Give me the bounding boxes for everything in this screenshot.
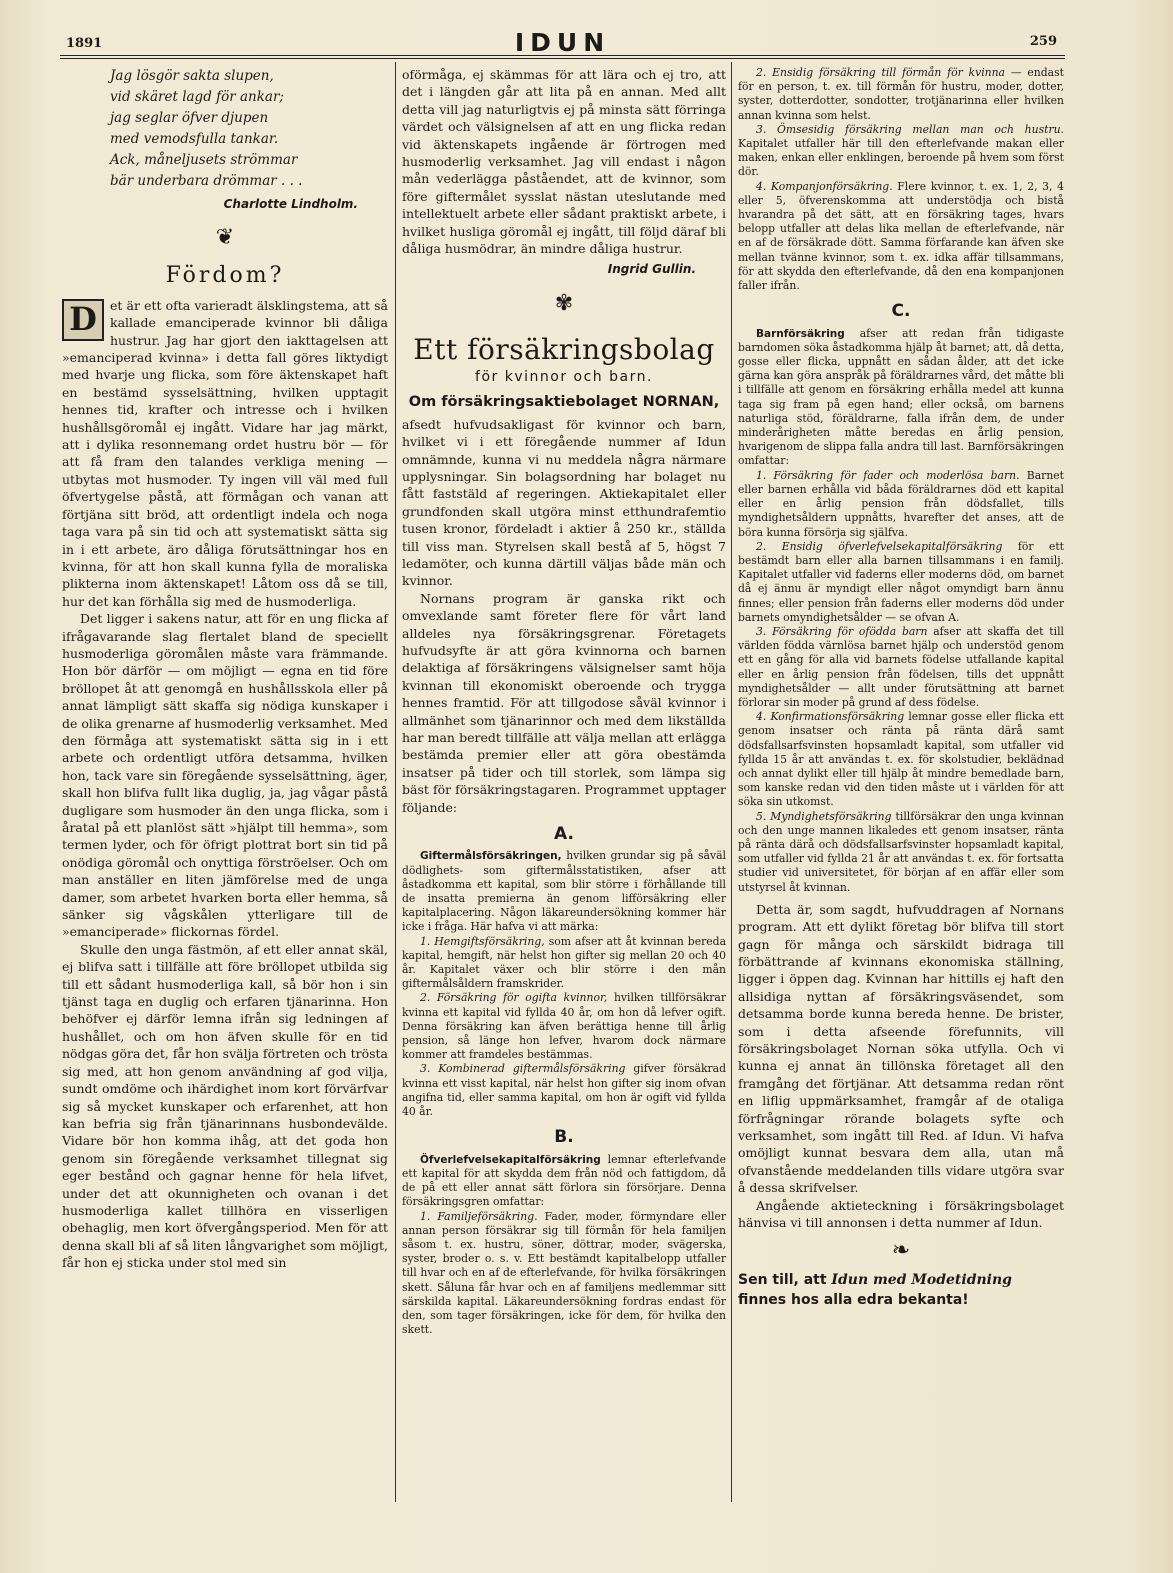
article-paragraph: Nornans program är ganska rikt och omvexlande samt företer flere för vårt land alldeles nya försäkringsgrenar. Företagets hufvudsyfte är att göra kvinnorna och barnen delaktiga af försäkringens välsignelser samt höja kvinnan till ekonomiskt oberoende och trygga hennes framtid. För att tillgodose såväl kvinnor i allmänhet som tjänarinnor och med dem likställda har man beredt tillfälle att välja mellan att erlägga bestämda premier eller att göra obestämda insatser på tider och till storlek, som lämpa sig bäst för försäkringstagaren. Programmet upptager följande:: [402, 590, 726, 815]
article-paragraph: Det ligger i sakens natur, att för en ung flicka af ifrågavarande slag flertalet bland de speciellt husmoderliga göromålen måste vara främmande. Hon bör därför — om möjligt — egna en tid före bröllopet åt att genomgå en hushållsskola eller på annat lämpligt sätt skaffa sig nödiga kunskaper i de olika grenarne af husmoderlig verksamhet. Med den förmåga att systematiskt sätta sig in i ett arbete och ordentligt utföra detsamma, hvilken hon, tack vare sin föregående sysselsättning, äger, skall hon blifva fullt lika duglig, ja, jag vågar påstå dugligare som husmoder än den unga flicka, som i åratal på ett planlöst sätt »hjälpt till hemma», som termen lyder, och för öfrigt plottrat bort sin tid på onödiga göromål och onyttiga förströelser. Och om man anställer en liten jämförelse med de unga damer, som arbetet hvarken borta eller hemma, så sänker sig vågskålen ytterligare till de »emanciperade» flickornas fördel.: [62, 611, 388, 940]
poem-line: med vemodsfulla tankar.: [110, 131, 279, 147]
article-subtitle: för kvinnor och barn.: [475, 368, 653, 385]
article-paragraph: afsedt hufvudsakligast för kvinnor och barn, hvilket vi i ett föregående nummer af Idun omnämnde, kunna vi nu meddela några närmare upplysningar. Sin bolagsordning har bolaget nu fått faststäld af regeringen. Aktiekapitalet eller grundfonden skall utgöra minst etthundrafemtio tusen kronor, fördeladt i aktier å 250 kr., ställda till viss man. Styrelsen skall bestå af 5, högst 7 ledamöter, och kunna därtill väljas både män och kvinnor.: [402, 416, 726, 589]
list-item: 3. Kombinerad giftermålsförsäkring gifver försäkrad kvinna ett visst kapital, när helst hon gifter sig inom ofvan angifna tid, eller samma kapital, om hon är ogift vid fyllda 40 år.: [402, 1062, 726, 1119]
column-3: 2. Ensidig försäkring till förmån för kvinna — endast för en person, t. ex. till förmån för hustru, moder, dotter, syster, dotterdotter, sondotter, trotjänarinna eller hvilken annan kvinna som helst. 3. Ömsesidig försäkring mellan man och hustru. Kapitalet utfaller här till den efterlefvande makan eller maken, enkan eller enklingen, beroende på hvem som först dör. 4. Kompanjonförsäkring. Flere kvinnor, t. ex. 1, 2, 3, 4 eller 5, öfverenskomma att understödja och bistå hvarandra på det sätt, att en försäkring tages, hvars belopp utfaller att delas lika mellan de efterlefvande, när en af de försäkrade dött. Samma förfarande kan äfven ske mellan tvänne kvinnor, som t. ex. idka affär tillsammans, för att skydda den efterlefvande, då den ena kompanjonen faller ifrån. C. Barnförsäkring afser att redan från tidigaste barndomen söka åstadkomma hjälp åt barnet; att, då detta, gosse eller flicka, uppnått en sådan ålder, att det icke gärna kan göra anspråk på föräldrarnes vård, det måtte bli i tillfälle att genom en försäkring erhålla medel att kunna taga sig fram på egen hand; eller också, om barnens naturliga stöd, föräldrarne, falla ifrån dem, de under minderårigheten måtte beredas en årlig pension, hvarigenom de slippa falla andra till last. Barnförsäkringen omfattar: 1. Försäkring för fader och moderlösa barn. Barnet eller barnen erhålla vid båda föräldrarnes död ett kapital eller en årlig pension från dödsfallet, tills myndighetsåldern uppnåtts, hvarefter det anses, att de böra kunna försörja sig själfva. 2. Ensidig öfverlefvelsekapitalförsäkring för ett bestämdt barn eller alla barnen tillsammans i en familj. Kapitalet utfaller vid faderns eller moderns död, om barnet då ej ännu är myndigt eller något omyndigt barn ännu finnes; eller pension från faderns eller moderns död under barnets omyndighetsålder — se ofvan A. 3. Försäkring för ofödda barn afser att skaffa det till världen födda värnlösa barnet hjälp och understöd genom ett en gång för alla vid barnets födelse utfallande kapital eller en årlig pension från födelsen, tills det uppnått myndighetsålder — allt under förutsättning att barnet förlorar sin moder på grund af dess födelse. 4. Konfirmationsförsäkring lemnar gosse eller flicka ett genom insatser och ränta på ränta därå samt dödsfallsarfsvinsten hopsamladt kapital, som utfaller vid fyllda 15 år att användas t. ex. för skolstudier, beklädnad och annat dylikt eller till hjälp åt mindre bemedlade barn, som kanske redan vid den tiden måste ut i världen för att söka sin utkomst. 5. Myndighetsförsäkring tillförsäkrar den unga kvinnan och den unge mannen likaledes ett genom insatser, ränta på ränta därå och dödsfallsarfsvinster hopsamladt kapital, som utfaller vid fyllda 21 år att användas t. ex. för fortsatta studier vid universitetet, för början af en affär eller som utstyrsel åt kvinnan. Detta är, som sagdt, hufvuddragen af Nornans program. Att ett dylikt företag bör blifva till stort gagn för många och särskildt bidraga till förbättrande af kvinnans ekonomiska ställning, ligger i öppen dag. Kvinnan har hittills ej haft den allsidiga nyttan af försäkringsväsendet, som detsamma borde kunna bereda henne. De brister, som i detta afseende förefunnits, vill försäkringsbolaget Nornan söka utfylla. Och vi kunna ej annat än tillönska företaget all den framgång det förtjänar. Att detsamma redan rönt en liflig uppmärksamhet, framgår af de otaliga förfrågningar rörande bolagets syfte och verksamhet, som ingått till Red. af Idun. Vi hafva omöjligt kunnat besvara dem alla, utan må ofvanstående meddelanden tills vidare utgöra svar å dessa skrifvelser. Angående aktieteckning i försäkringsbolaget hänvisa vi till annonsen i detta nummer af Idun. ❧ Sen till, att Idun med Modetidning finnes hos alla edra bekanta!: [738, 66, 1065, 1308]
list-item: 3. Ömsesidig försäkring mellan man och hustru. Kapitalet utfaller här till den efterlefvande makan eller maken, enkan eller enklingen, beroende på hvem som först dör.: [738, 122, 1064, 179]
poem-author: Charlotte Lindholm.: [223, 197, 358, 211]
list-item: 3. Försäkring för ofödda barn afser att skaffa det till världen födda värnlösa barnet hjälp och understöd genom ett en gång för alla vid barnets födelse utfallande kapital eller en årlig pension från födelsen, tills det uppnått myndighetsålder — allt under förutsättning att barnet förlorar sin moder på grund af dess födelse.: [738, 624, 1064, 709]
article-paragraph: Skulle den unga fästmön, af ett eller annat skäl, ej blifva satt i tillfälle att före bröllopet utbilda sig till ett sådant husmoderliga kall, så bör hon i sin tjänst taga en duglig och erfaren tjänarinna. Hon behöfver ej därför lemna ifrån sig ledningen af hushållet, och om hon äfven skulle för en tid nödgas göra det, får hon svälja förtreten och trösta sig med, att hon genom användning af god vilja, sundt omdöme och ihärdighet inom kort förvärfvar sig så mycket kunskaper och erfarenhet, att hon kan befria sig från tjänarinnans husbondevälde. Vidare bör hon komma ihåg, att det goda hon genom sin föregående verksamhet tillegnat sig eger bestånd och gagnar henne för hela lifvet, under det att okunnigheten och ovanan i det husmoderliga kallet tillhöra en visserligen obehaglig, men kort öfvergångsperiod. Men för att denna skall bli af så liten långvarighet som möjligt, får hon ej sticka under stol med sin: [62, 941, 388, 1271]
poem-line: Ack, måneljusets strömmar: [110, 152, 298, 168]
poem-line: jag seglar öfver djupen: [110, 110, 269, 126]
poem-line: bär underbara drömmar . . .: [110, 173, 303, 189]
section-label: B.: [554, 1127, 574, 1148]
article-paragraph: oförmåga, ej skämmas för att lära och ej tro, att det i längden går att lita på en annan. Med allt detta vill jag naturligtvis ej på minsta sätt förringa värdet och välsignelsen af att en ung flicka redan vid äktenskapets ingående är förtrogen med husmoderlig verksamhet. Jag vill endast i någon mån vederlägga påståendet, att de kvinnor, som före giftermålet sysslat nästan uteslutande med intellektuelt arbete eller sådant praktiskt arbete, i hvilket husliga göromål ej ingått, till följd däraf bli dåliga husmödrar, än mindre dåliga hustrur.: [402, 67, 726, 257]
section-head: Öfverlefvelsekapitalförsäkring: [420, 1153, 601, 1166]
page-year: 1891: [66, 36, 103, 51]
list-item: 4. Kompanjonförsäkring. Flere kvinnor, t. ex. 1, 2, 3, 4 eller 5, öfverenskomma att understödja och bistå hvarandra på det sätt, att en försäkring tages, hvars belopp utfaller att delas lika mellan de efterlefvande, när en af de försäkrade dött. Samma förfarande kan äfven ske mellan tvänne kvinnor, som t. ex. idka affär tillsammans, för att skydda den efterlefvande, då den ena kompanjonen faller ifrån.: [738, 179, 1064, 293]
page-header: [60, 30, 1065, 60]
list-item: 1. Familjeförsäkring. Fader, moder, förmyndare eller annan person försäkrar sig till förmån för hela familjen såsom t. ex. hustru, söner, döttrar, moder, svägerska, syster, broder o. s. v. Ett bestämdt kapitalbelopp utfaller till hvar och en af de efterlefvande, för hvilka försäkringen skett. Såluna får hvar och en af familjens medlemmar sitt särskilda kapital. Läkareundersökning fordras endast för den, som tager försäkringen, icke för dem, för hvilka den skett.: [402, 1209, 726, 1337]
list-item: 5. Myndighetsförsäkring tillförsäkrar den unga kvinnan och den unge mannen likaledes ett genom insatser, ränta på ränta därå och dödsfallsarfsvinster hopsamladt kapital, som utfaller vid fyllda 21 år att användas t. ex. för fortsatta studier vid universitetet, för början af en affär eller som utstyrsel åt kvinnan.: [738, 809, 1064, 894]
article-paragraph: Angående aktieteckning i försäkringsbolaget hänvisa vi till annonsen i detta nummer af Idun.: [738, 1197, 1064, 1231]
drop-cap: D: [62, 299, 104, 341]
header-rule: [60, 55, 1065, 59]
article-paragraph: Detta är, som sagdt, hufvuddragen af Nornans program. Att ett dylikt företag bör blifva till stort gagn för många och särskildt bidraga till förbättrande af kvinnans ekonomiska ställning, ligger i öppen dag. Kvinnan har hittills ej haft den allsidiga nyttan af försäkringsväsendet, som detsamma borde kunna bereda henne. De brister, som i detta afseende förefunnits, vill försäkringsbolaget Nornan söka utfylla. Och vi kunna ej annat än tillönska företaget all den framgång det förtjänar. Att detsamma redan rönt en liflig uppmärksamhet, framgår af de otaliga förfrågningar rörande bolagets syfte och verksamhet, som ingått till Red. af Idun. Vi hafva omöjligt kunnat besvara dem alla, utan må ofvanstående meddelanden tills vidare utgöra svar å dessa skrifvelser.: [738, 901, 1064, 1196]
article-title-fordom: Fördom?: [165, 263, 285, 289]
section-label: C.: [891, 301, 911, 322]
lead-heading: Om försäkringsaktiebolaget NORNAN,: [408, 394, 720, 411]
list-item: 2. Ensidig öfverlefvelsekapitalförsäkring för ett bestämdt barn eller alla barnen tillsammans i en familj. Kapitalet utfaller vid faderns eller moderns död, om barnet då ej ännu är myndigt eller något omyndigt barn ännu finnes; eller pension från faderns eller moderns död under barnets omyndighetsålder — se ofvan A.: [738, 539, 1064, 624]
poem-line: vid skäret lagd för ankar;: [110, 89, 284, 105]
list-item: 1. Hemgiftsförsäkring, som afser att åt kvinnan bereda kapital, hemgift, när helst hon gifter sig mellan 20 och 40 år. Kapitalet växer och blir större i den mån giftermålsåldern framskrider.: [402, 934, 727, 991]
article-title-nornan: Ett försäkringsbolag: [413, 332, 715, 366]
section-head: Barnförsäkring: [756, 327, 845, 340]
section-label: A.: [554, 824, 574, 845]
poem: [62, 66, 388, 192]
section-head: Giftermålsförsäkringen,: [420, 850, 562, 863]
promo-note: Sen till, att Idun med Modetidning finnes hos alla edra bekanta!: [738, 1271, 1012, 1308]
masthead: IDUN: [514, 28, 611, 57]
article-paragraph: D et är ett ofta varieradt älsklingstema, att så kallade emanciperade kvinnor bli dåliga hustrur. Jag har gjort den iakttagelsen att »emanciperad kvinna» i detta fall göres liktydigt med hvarje ung flicka, som före äktenskapet haft en bestämd sysselsättning, hvilken upptagit hennes tid, krafter och intresse och i hvilken hushållsgöromål ej ingått. Vidare har jag märkt, att i dylika resonnemang ordet hustru bör — för att få fram den talandes verkliga mening — utbytas mot husmoder. Ty ingen vill väl med full öfvertygelse påstå, att förmågan och vanan att förtjäna sitt bröd, att ordentligt indela och noga taga vara på sin tid och att systematiskt sätta sig in i ett arbete, äro dåliga förutsättningar hos en kvinna, för att hon skall kunna fylla de moraliska plikterna inom äktenskapet! Låtom oss då se till, hur det kan förhålla sig med de husmoderliga.: [62, 297, 388, 609]
list-item: 2. Försäkring för ogifta kvinnor, hvilken tillförsäkrar kvinna ett kapital vid fyllda 40 år, om hon då lefver ogift. Denna försäkring kan äfven berättiga henne till årlig pension, så länge hon lefver, hvarom dock närmare kommer att framdeles bestämmas.: [402, 991, 726, 1062]
poem-line: Jag lösgör sakta slupen,: [110, 68, 274, 84]
list-item: 4. Konfirmationsförsäkring lemnar gosse eller flicka ett genom insatser och ränta på ränta därå samt dödsfallsarfsvinsten hopsamladt kapital, som utfaller vid fyllda 15 år att användas t. ex. för skolstudier, beklädnad och annat dylikt eller till hjälp åt mindre bemedlade barn, som kanske redan vid den tiden måste ut i världen för att söka sin utkomst.: [738, 710, 1064, 809]
ornament-icon: ❧: [891, 1237, 911, 1263]
ornament-icon: ✾: [554, 290, 574, 316]
list-item: 1. Försäkring för fader och moderlösa barn. Barnet eller barnen erhålla vid båda föräldrarnes död ett kapital eller en årlig pension från dödsfallet, tills myndighetsåldern uppnåtts, hvarefter det anses, att de böra kunna försörja sig själfva.: [738, 468, 1064, 539]
page-number: 259: [1029, 34, 1057, 49]
column-2: oförmåga, ej skämmas för att lära och ej tro, att det i längden går att lita på en annan. Med allt detta vill jag naturligtvis ej på minsta sätt förringa värdet och välsignelsen af att en ung flicka redan vid äktenskapets ingående är förtrogen med husmoderlig verksamhet. Jag vill endast i någon mån vederlägga påståendet, att de kvinnor, som före giftermålet sysslat nästan uteslutande med intellektuelt arbete eller sådant praktiskt arbete, i hvilket husliga göromål ej ingått, till följd däraf bli dåliga husmödrar, än mindre dåliga hustrur. Ingrid Gullin. ✾ Ett försäkringsbolag för kvinnor och barn. Om försäkringsaktiebolaget NORNAN, afsedt hufvudsakligast för kvinnor och barn, hvilket vi i ett föregående nummer af Idun omnämnde, kunna vi nu meddela några närmare upplysningar. Sin bolagsordning har bolaget nu fått faststäld af regeringen. Aktiekapitalet eller grundfonden skall utgöra minst etthundrafemtio tusen kronor, fördeladt i aktier å 250 kr., ställda till viss man. Styrelsen skall bestå af 5, högst 7 ledamöter, och kunna därtill väljas både män och kvinnor. Nornans program är ganska rikt och omvexlande samt företer flere för vårt land alldeles nya försäkringsgrenar. Företagets hufvudsyfte är att göra kvinnorna och barnen delaktiga af försäkringens välsignelser samt höja kvinnan till ekonomiskt oberoende och trygga hennes framtid. För att tillgodose såväl kvinnor i allmänhet som tjänarinnor och med dem likställda har man beredt tillfälle att välja mellan att erlägga bestämda premier eller att göra obestämda insatser på tider och till storlek, som lämpa sig bäst för försäkringstagaren. Programmet upptager följande: A. Giftermålsförsäkringen, hvilken grundar sig på såväl dödlighets- som giftermålsstatistiken, afser att åstadkomma ett kapital, som blir större i förhållande till de insatta premierna än genom lifförsäkring eller kapitalplacering. Någon läkareundersökning kommer här icke i fråga. Här hafva vi att märka: 1. Hemgiftsförsäkring, som afser att åt kvinnan bereda kapital, hemgift, när helst hon gifter sig mellan 20 och 40 år. Kapitalet växer och blir större i den mån giftermålsåldern framskrider. 2. Försäkring för ogifta kvinnor, hvilken tillförsäkrar kvinna ett kapital vid fyllda 40 år, om hon då lefver ogift. Denna försäkring kan äfven berättiga henne till årlig pension, så länge hon lefver, hvarom dock närmare kommer att framdeles bestämmas. 3. Kombinerad giftermålsförsäkring gifver försäkrad kvinna ett visst kapital, när helst hon gifter sig inom ofvan angifna tid, eller samma kapital, om hon är ogift vid fyllda 40 år. B. Öfverlefvelsekapitalförsäkring lemnar efterlefvande ett kapital för att skydda dem från nöd och fattigdom, då de på ett eller annat sätt förlora sin försörjare. Denna försäkringsgren omfattar: 1. Familjeförsäkring. Fader, moder, förmyndare eller annan person försäkrar sig till förmån för hela familjen såsom t. ex. hustru, söner, döttrar, moder, svägerska, syster, broder o. s. v. Ett bestämdt kapitalbelopp utfaller till hvar och en af de efterlefvande, för hvilka försäkringen skett. Såluna får hvar och en af familjens medlemmar sitt särskilda kapital. Läkareundersökning fordras endast för den, som tager försäkringen, icke för dem, för hvilka den skett.: [402, 67, 727, 1337]
article-author: Ingrid Gullin.: [607, 262, 696, 277]
column-divider: [731, 62, 732, 1502]
column-1: [62, 66, 388, 1272]
list-item: 2. Ensidig försäkring till förmån för kvinna — endast för en person, t. ex. till förmån för hustru, moder, dotter, syster, dotterdotter, sondotter, trotjänarinna eller hvilken annan kvinna som helst.: [738, 66, 1064, 122]
column-divider: [395, 62, 396, 1502]
ornament-icon: ❦: [215, 225, 235, 251]
